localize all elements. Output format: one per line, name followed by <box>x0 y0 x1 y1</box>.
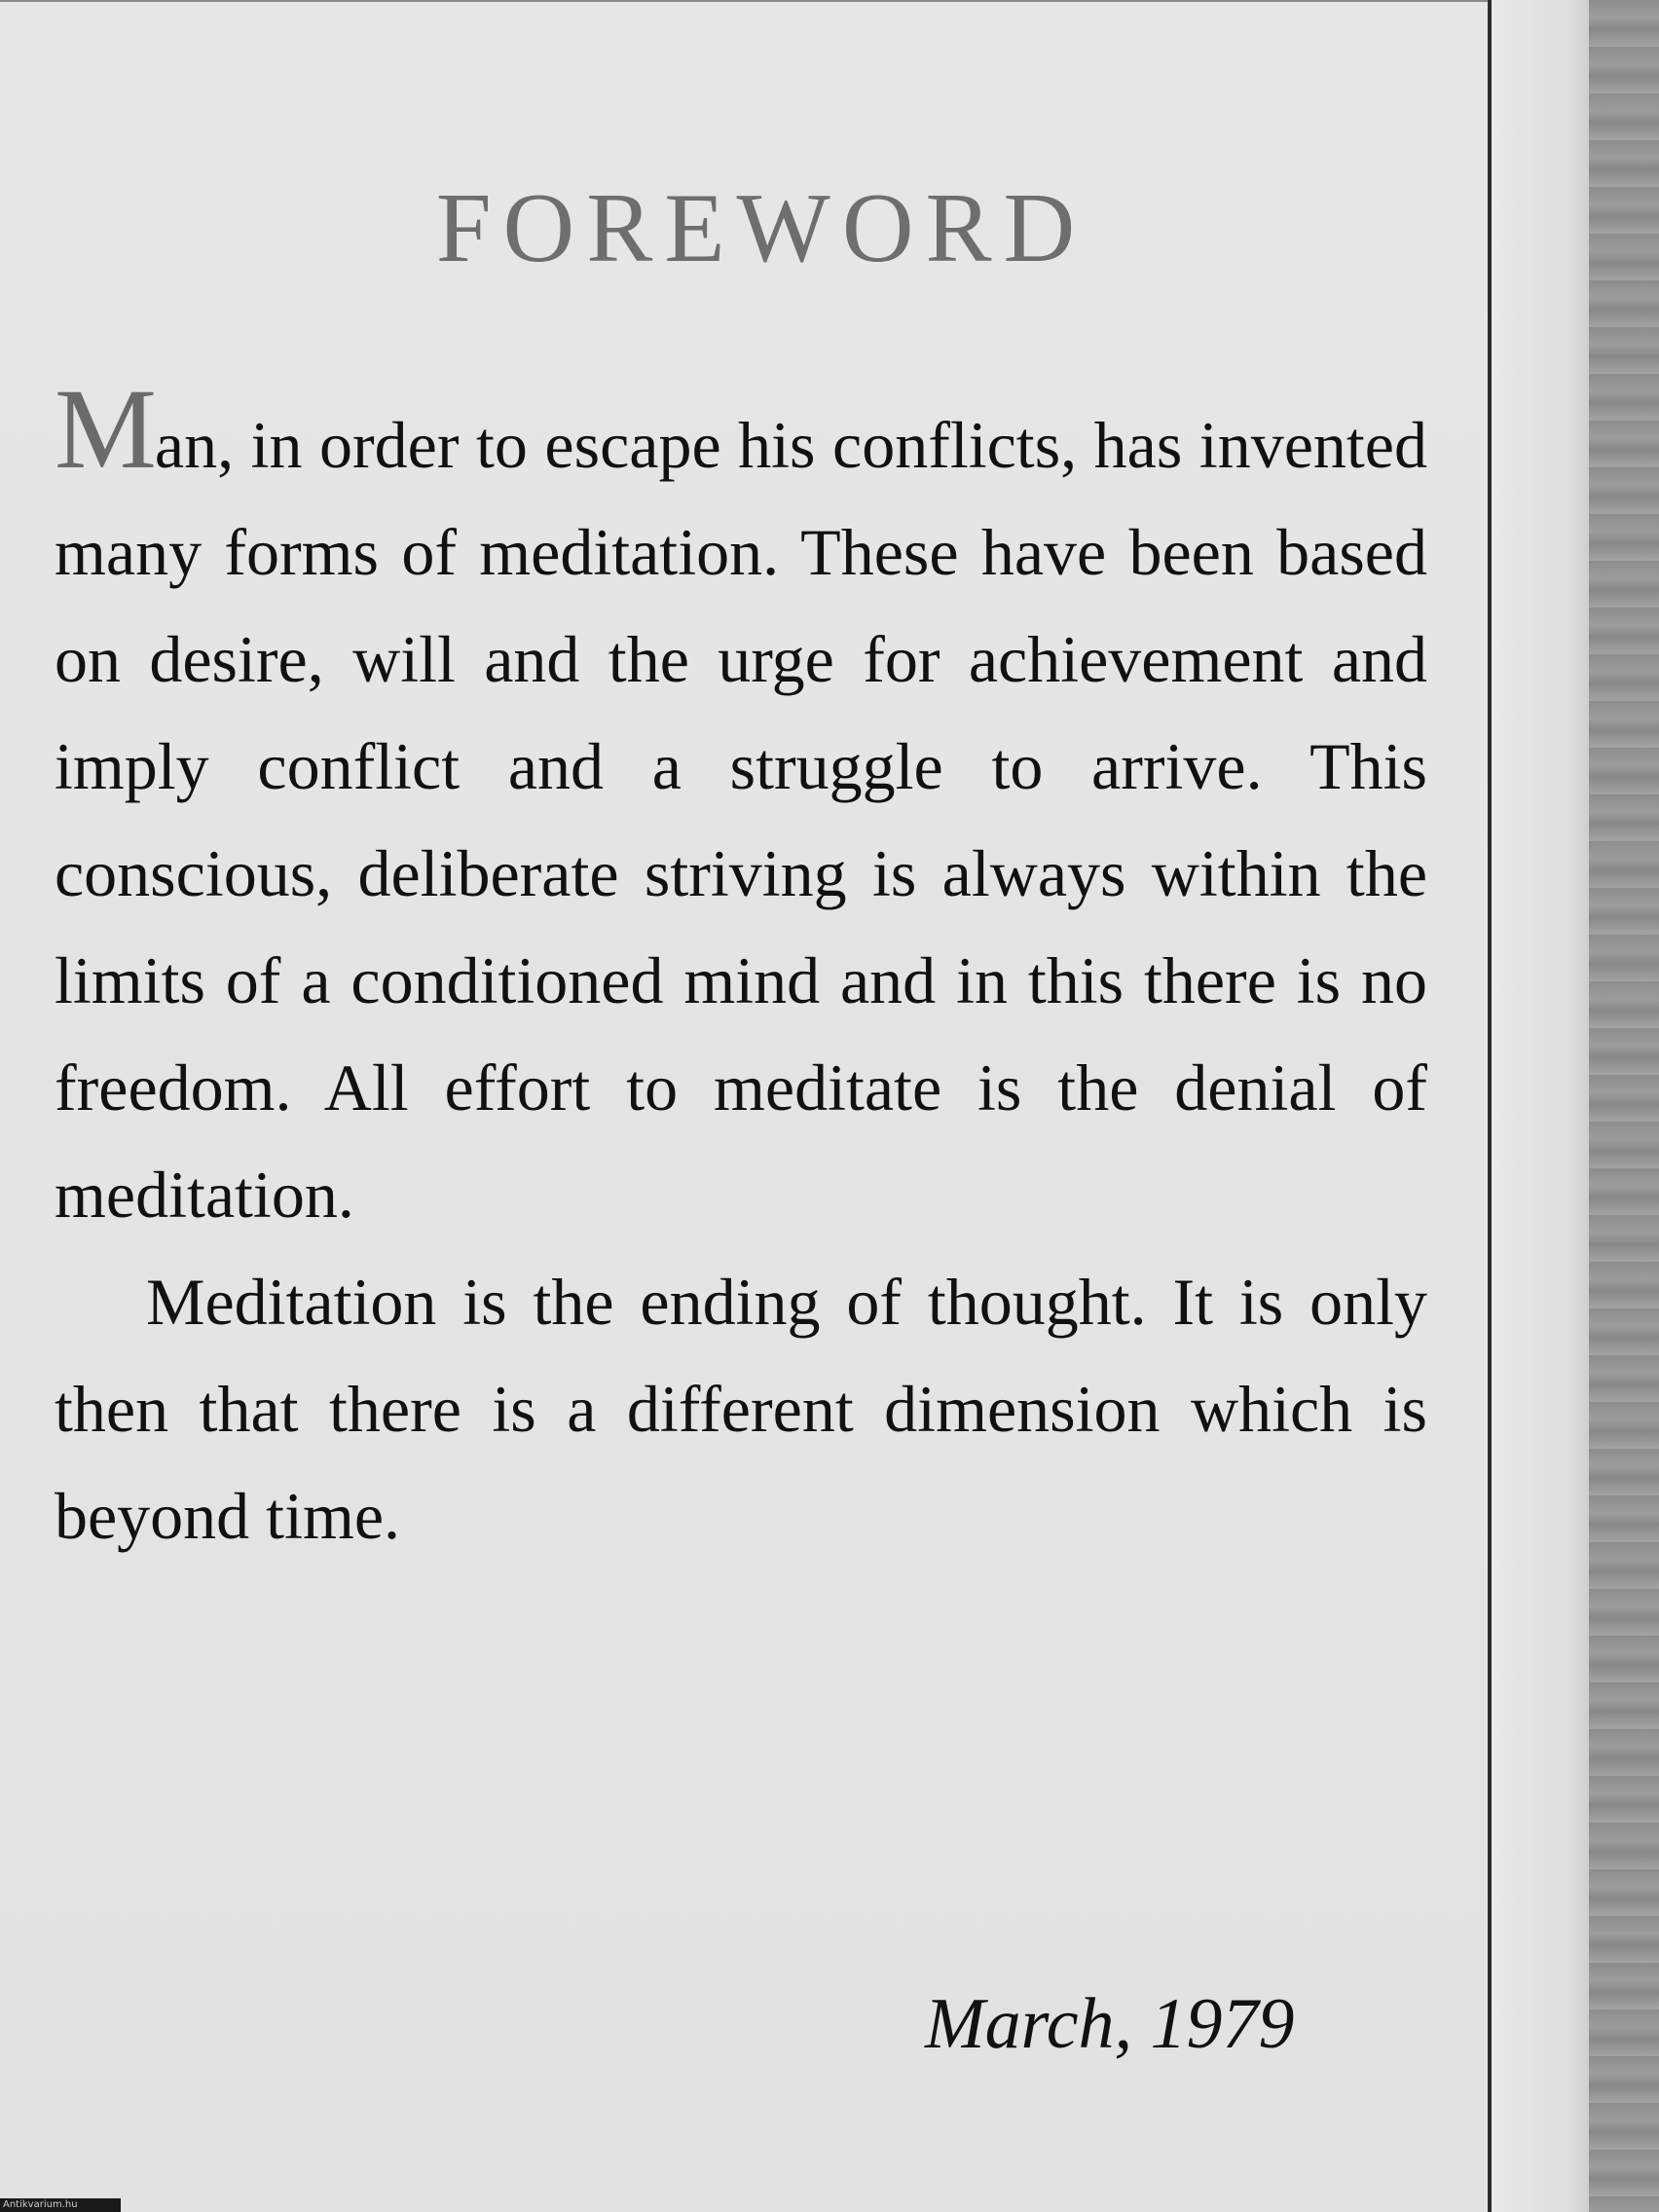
paragraph-1 <box>55 365 1427 1248</box>
foreword-text <box>55 365 1427 1569</box>
adjacent-page-strip <box>1492 0 1589 2212</box>
background-edge <box>1589 0 1659 2212</box>
drop-cap: M <box>55 365 155 493</box>
watermark: Antikvarium.hu <box>0 2198 121 2212</box>
page-title: FOREWORD <box>435 173 1088 283</box>
paragraph-2: Meditation is the ending of thought. It is only then that there is a different dimension which is beyond time. <box>55 1265 1427 1553</box>
foreword-date: March, 1979 <box>925 1984 1295 2064</box>
paragraph-1-text: an, in order to escape his conflicts, has invented many forms of meditation. These have been based on desire, will and the urge for achievement and imply conflict and a struggle to arrive. This conscious, deliberate striving is always within the limits of a conditioned mind and in this there is no freedom. All effort to meditate is the denial of meditation. <box>55 408 1427 1232</box>
